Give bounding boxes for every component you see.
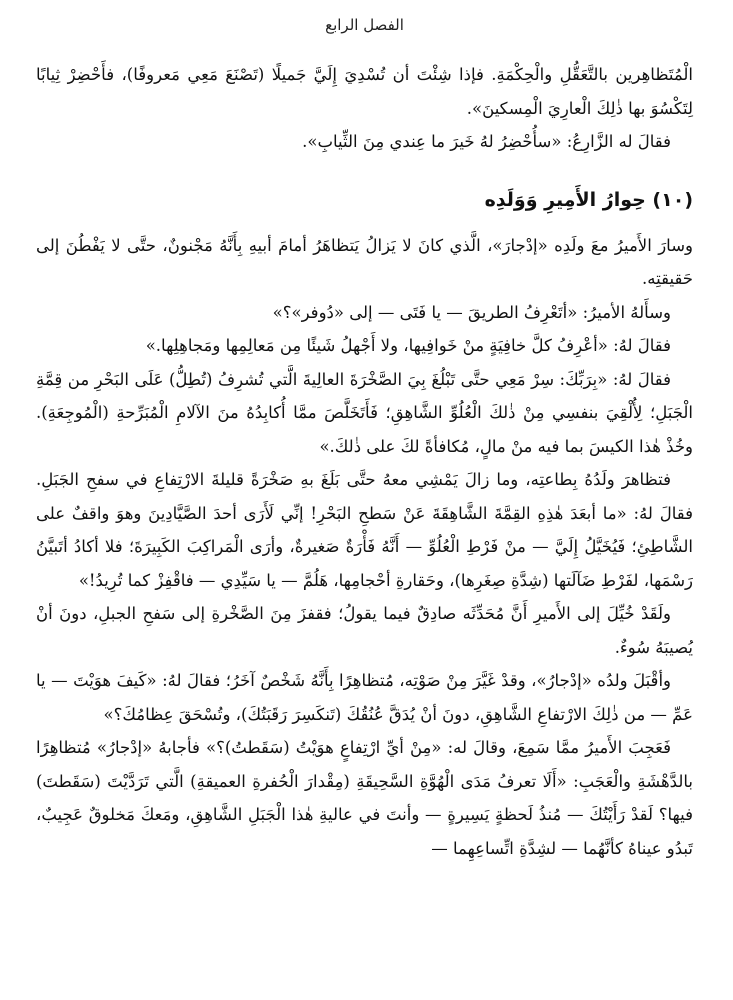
body-paragraph-8: فَعَجِبَ الأَميرُ ممَّا سَمِعَ، وقالَ له: «مِنْ أيِّ ارْتِفاعٍ هوَيْتُ (سَقَطتُ)؟» فأجابهُ «إدْجارُ» مُتظاهِرًا بالدَّهْشَةِ والْعَجَبِ: «أَلَا تعرفُ مَدَى الْهُوَّةِ السَّحِيقَةِ (مِقْدارَ الْحُفرةِ العميقةِ) الَّتي تَرَدَّيْتَ (سَقَطتَ) فيها؟ لَقدْ رَأَيْتُكَ — مُنذُ لَحظةٍ يَسِيرةٍ — وأنتَ في عاليةِ هٰذا الْجَبَلِ الشَّاهِقِ، ومَعكَ مَخلوقٌ عَجِيبٌ، تَبدُو عيناهُ كأنَّهُما — لشِدَّةِ اتِّساعِهِما — bbox=[36, 738, 693, 858]
body-paragraph-2: وسأَلهُ الأميرُ: «أتَعْرِفُ الطريقَ — يا فَتَى — إلى «دُوفر»؟» bbox=[272, 302, 671, 322]
section-title: (١٠) حِوارُ الأَمِيرِ وَوَلَدِه bbox=[484, 188, 693, 211]
intro-paragraph-1: الْمُتَظاهِرين بالتَّعَقُّلِ والْحِكْمَةِ. فإذا شِئْتَ أن تُسْدِيَ إِلَيَّ جَميلًا (تَصْنَعَ مَعِي مَعروفًا)، فأَحْضِرْ ثِيابًا لِتَكْسُوَ بها ذٰلِكَ الْعارِيَ الْمِسكينَ». bbox=[36, 65, 693, 118]
running-header: الفصل الرابع bbox=[325, 16, 404, 34]
body-paragraph-3: فقالَ لهُ: «أعْرِفُ كلَّ خافِيَةٍ منْ خَوافِيها، ولا أَجْهلُ شَيئًا مِن مَعالِمِها ومَجاهِلِها.» bbox=[145, 336, 671, 355]
body-paragraph-4: فقالَ لهُ: «بِرَبِّكَ: سِرْ مَعِي حتَّى تَبْلُغَ بِيَ الصَّخْرَةَ العالِيةَ الَّتي تُشرِفُ (تُطِلُّ) عَلَى البَحْرِ من قِمَّةِ الْجَبَلِ؛ لِأُلْقِيَ بنفسِي مِنْ ذٰلكَ الْعُلُوِّ الشَّاهِقِ؛ فَأَتَخَلَّصَ ممَّا أُكابِدُهُ منَ الآلامِ الْمُبَرِّحةِ (الْمُوجِعَةِ). وخُذْ هٰذا الكيسَ بما فيه منْ مالٍ، مُكافأةً لكَ على ذٰلكَ.» bbox=[36, 369, 693, 456]
body-paragraph-7: وأقْبَلَ ولدُه «إدْجارُ»، وقدْ غَيَّرَ مِنْ صَوْتِه، مُتظاهِرًا بِأَنَّهُ شَخْصٌ آخَرُ؛ فقالَ لهُ: «كَيفَ هوَيْتَ — يا عَمِّ — من ذٰلِكَ الارْتفاعِ الشَّاهِقِ، دونَ أنْ يُدَقَّ عُنُقُكَ (تَنكَسِرَ رَقَبَتُكَ)، وتُسْحَقَ عِظامُكَ؟» bbox=[36, 671, 693, 724]
body-paragraph-6: ولَقَدْ خُيِّلَ إلى الأَميرِ أَنَّ مُحَدِّثَه صادِقٌ فيما يقولُ؛ فقفزَ مِنَ الصَّخْرةِ إلى سَفحِ الجبلِ، دونَ أنْ يُصيبَهُ سُوءٌ. bbox=[36, 604, 693, 657]
intro-paragraph-2: فقالَ له الزَّارِعُ: «سأُحْضِرُ لهُ خَيرَ ما عِندي مِنَ الثِّيابِ». bbox=[302, 132, 671, 151]
body-paragraph-5: فتظاهرَ ولَدُهُ بِطاعتِه، وما زالَ يَمْشِي معهُ حتَّى بَلَغَ بهِ صَخْرَةً قليلةَ الارْتِفاعِ في سفحِ الجَبَلِ. فقالَ لهُ: «ما أبعَدَ هٰذِهِ القِمَّةَ الشَّاهِقَةَ عَنْ سَطحِ البَحْرِ! إنِّي لَأَرَى أحدَ الصَّيَّادِينَ وهوَ واقفٌ على الشَّاطِئِ؛ فَيُخَيَّلُ إِلَيَّ — منْ فَرْطِ الْعُلُوِّ — أَنَّهُ فَأْرَةٌ صَغيرةٌ، وأرَى الْمَراكِبَ الكَبِيرَةَ؛ فلا أكادُ أتَبيَّنُ رَسْمَها، لفَرْطِ ضَآلَتها (شِدَّةِ صِغَرِها)، وحَقارةِ أحْجامِها، هَلُمَّ — يا سَيِّدِي — فاقْفِزْ كما تُرِيدُ!» bbox=[36, 470, 693, 590]
body-paragraph-1: وسارَ الأَميرُ معَ ولَدِه «إدْجارَ»، الَّذي كانَ لا يَزالُ يَتظاهَرُ أمامَ أبيهِ بِأَنَّهُ مَجْنونٌ، حتَّى لا يَفْطُنَ إلى حَقيقتِه. bbox=[36, 235, 693, 288]
